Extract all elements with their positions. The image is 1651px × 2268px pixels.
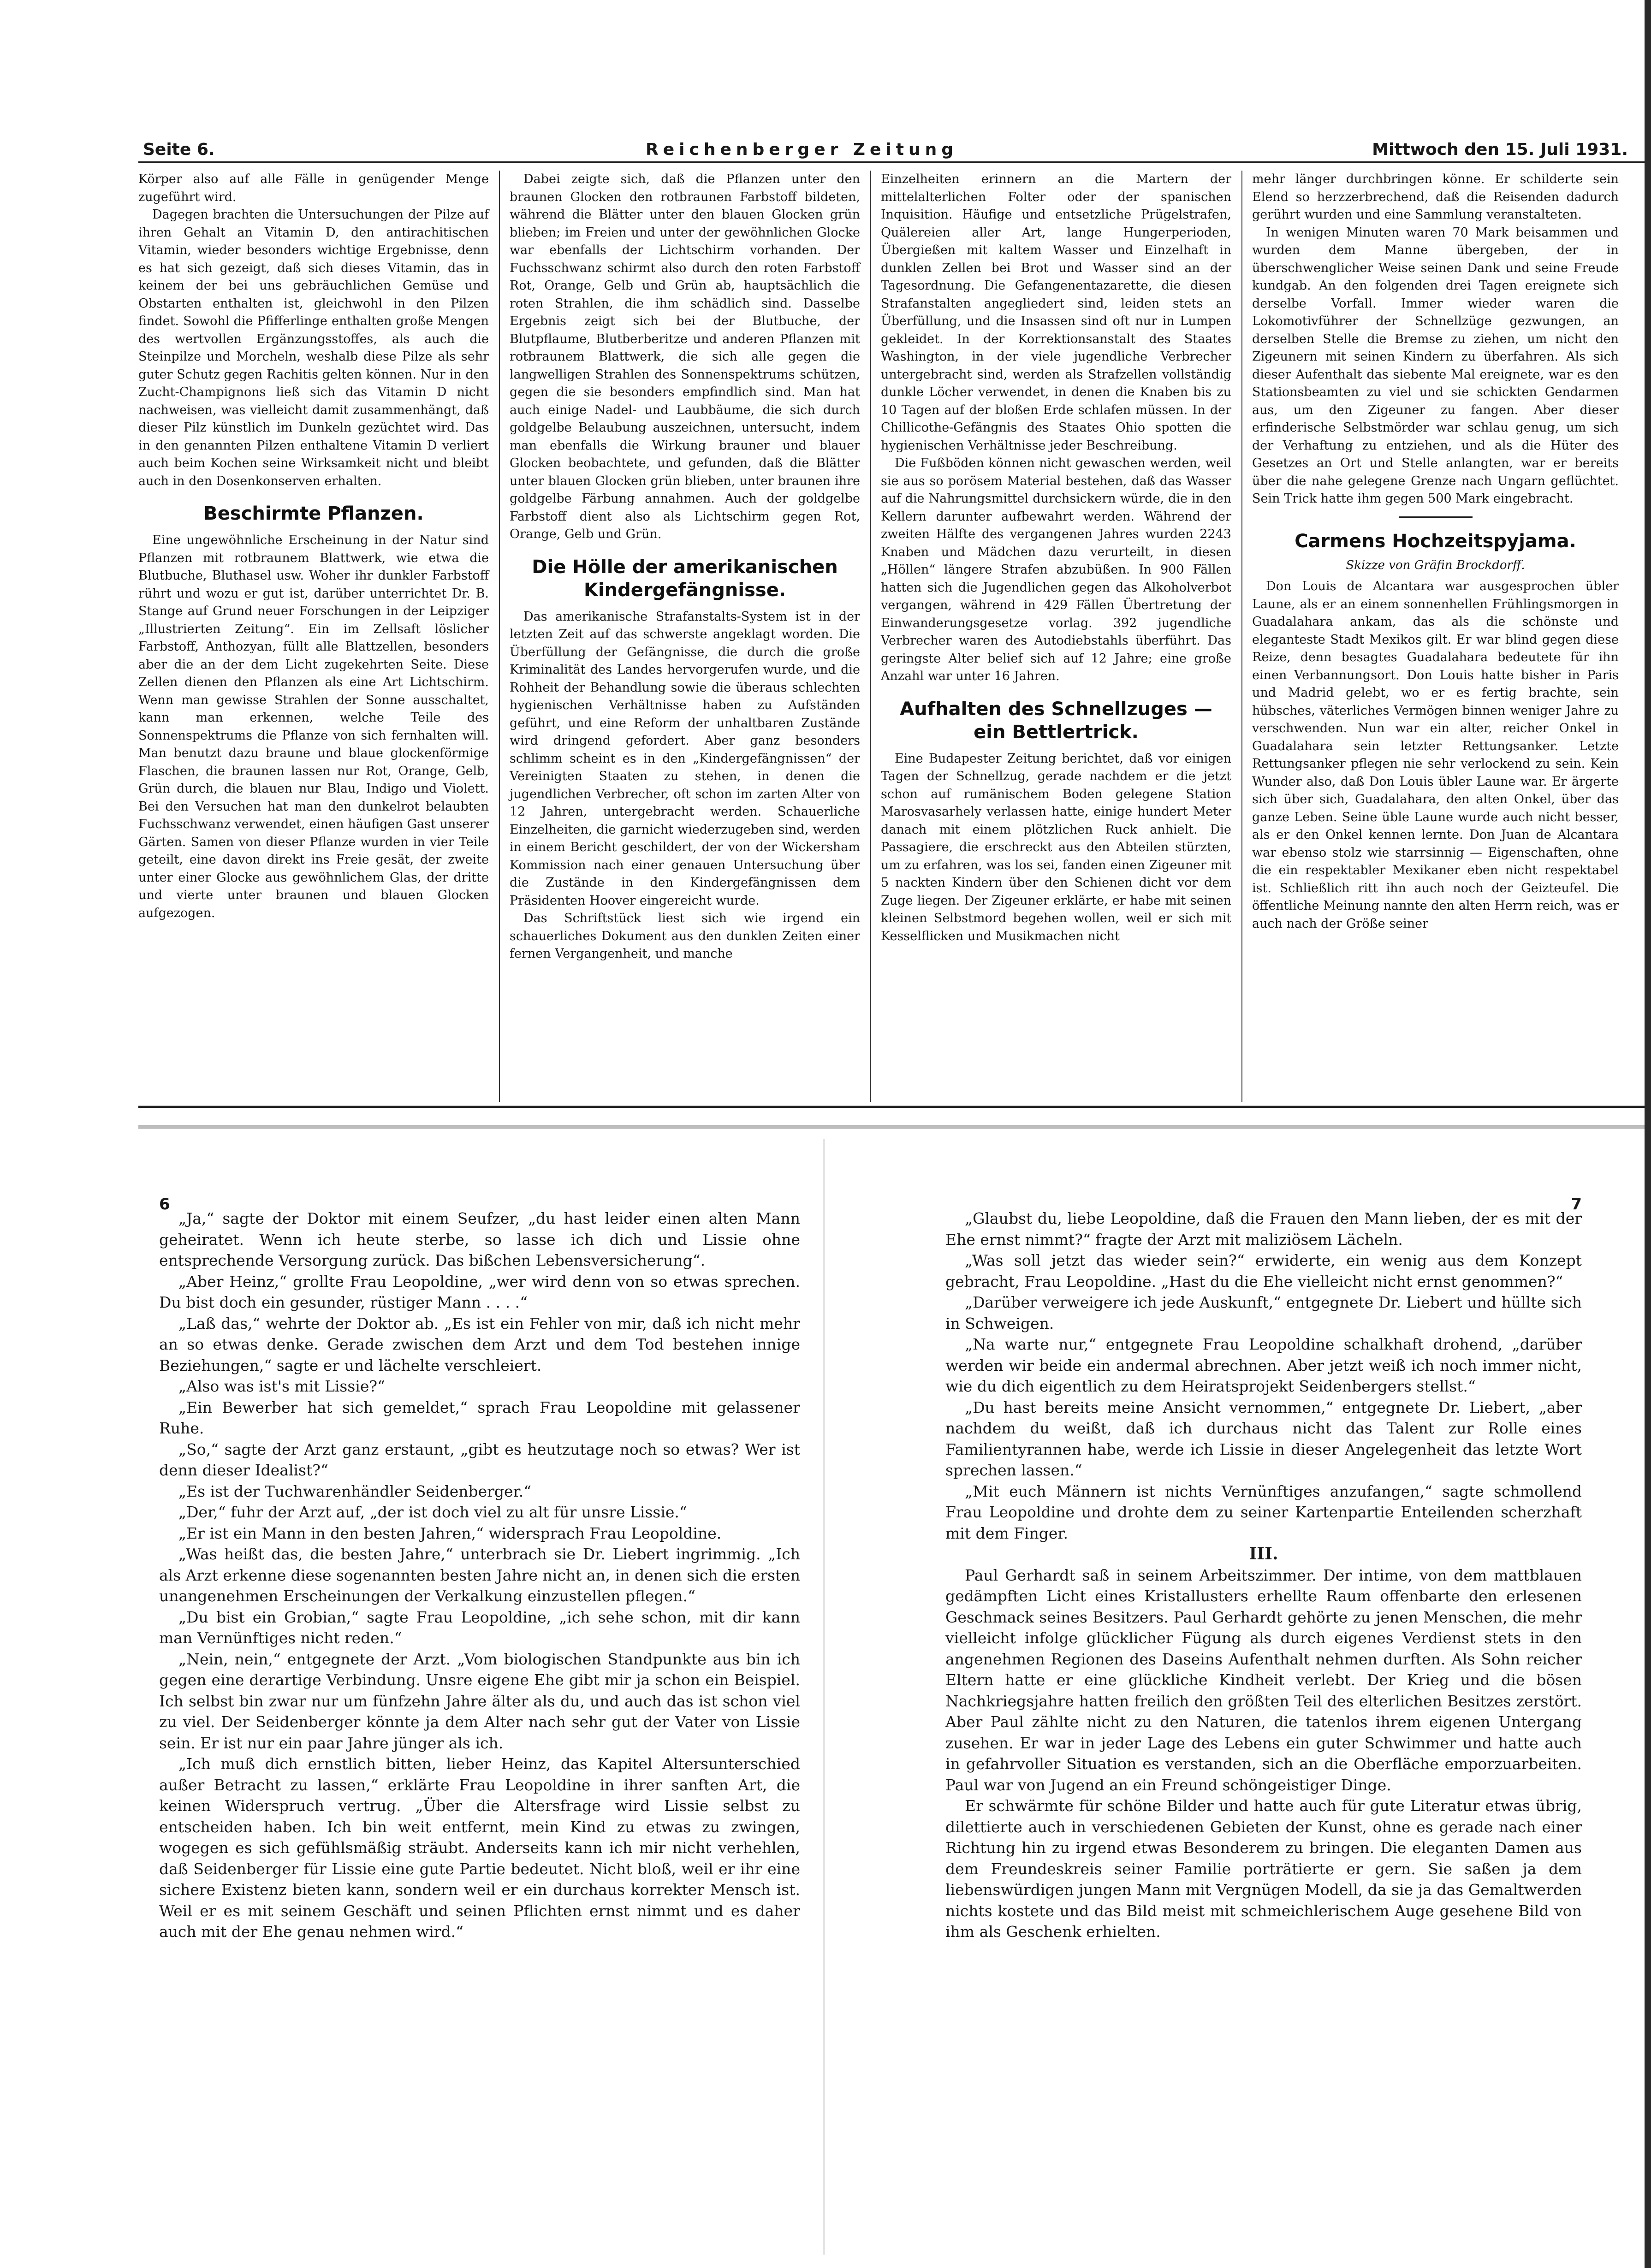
book-page-left — [159, 1195, 800, 2245]
page-number: 6 — [159, 1195, 170, 1214]
paragraph: „Also was ist's mit Lissie?“ — [178, 1377, 385, 1395]
paragraph: „Ein Bewerber hat sich gemeldet,“ sprach Frau Leopoldine mit gelassener Ruhe. — [159, 1398, 800, 1437]
column-divider — [870, 171, 871, 1102]
paragraph: „Der,“ fuhr der Arzt auf, „der ist doch viel zu alt für unsre Lissie.“ — [178, 1503, 687, 1521]
headline-beschirmte-pflanzen: Beschirmte Pflanzen. — [203, 503, 424, 524]
paragraph: Paul Gerhardt saß in seinem Arbeitszimmer. Der intime, von dem mattblauen gedämpften Licht eines Kristallusters erhellte Raum offenbarte den erlesenen Geschmack seines Besitzers. Paul Gerhardt gehörte zu jenen Menschen, die mehr vielleicht infolge glücklicher Fügung als durch eigenes Verdienst stets in den angenehmen Regionen des Daseins Aufenthalt nehmen durften. Als Sohn reicher Eltern hatte er eine glückliche Kindheit verlebt. Der Krieg und die bösen Nachkriegsjahre hatten freilich den größten Teil des elterlichen Besitzes zerstört. Aber Paul zählte nicht zu den Naturen, die tatenlos ihrem eigenen Untergang zusehen. Er war in jeder Lage des Lebens ein guter Schwimmer und hatte auch in gefahrvoller Situation es verstanden, sich an die Oberfläche emporzuarbeiten. Paul war von Jugend an ein Freund schöngeistiger Dinge. — [945, 1566, 1582, 1794]
column-1 — [138, 171, 489, 1102]
paragraph: „Er ist ein Mann in den besten Jahren,“ widersprach Frau Leopoldine. — [178, 1524, 722, 1542]
book-page-right — [945, 1195, 1582, 2245]
page-number: 7 — [1571, 1195, 1582, 1214]
paragraph: „Es ist der Tuchwarenhändler Seidenberger.“ — [178, 1482, 532, 1500]
byline: Skizze von Gräfin Brockdorff. — [1346, 558, 1525, 572]
paragraph: „Laß das,“ wehrte der Doktor ab. „Es ist ein Fehler von mir, daß ich nicht mehr an so etwas denke. Gerade zwischen dem Arzt und dem Tod bestehen innige Beziehungen,“ sagte er und lächelte verschleiert. — [159, 1314, 800, 1374]
headline-schnellzug: Aufhalten des Schnellzuges — ein Bettlertrick. — [900, 698, 1212, 743]
newspaper-page — [138, 134, 1646, 1130]
issue-date: Mittwoch den 15. Juli 1931. — [1372, 140, 1628, 159]
paragraph: „Du bist ein Grobian,“ sagte Frau Leopoldine, „ich sehe schon, mit dir kann man Vernünftiges nicht reden.“ — [159, 1608, 800, 1647]
page-header — [138, 137, 1646, 163]
paragraph: „Mit euch Männern ist nichts Vernünftiges anzufangen,“ sagte schmollend Frau Leopoldine und drohte dem zu seiner Kartenpartie Enteilenden scherzhaft mit dem Finger. — [945, 1482, 1582, 1542]
scan-border — [1645, 0, 1651, 2268]
headline-carmens-hochzeitspyjama: Carmens Hochzeitspyjama. — [1295, 530, 1576, 552]
paragraph: In wenigen Minuten waren 70 Mark beisammen und wurden dem Manne übergeben, der in überschwenglicher Weise seinen Dank und seine Freude kundgab. An den folgenden drei Tagen ereignete sich derselbe Vorfall. Immer wieder waren die Lokomotivführer der Schnellzüge gezwungen, an derselben Stelle die Bremse zu ziehen, um nicht den Zigeunern mit seinen Kindern zu überfahren. Als sich dieser Aufenthalt das siebente Mal ereignete, war es den Stationsbeamten zu viel und sie schickten Gendarmen aus, um den Zigeuner zu fangen. Aber dieser erfinderische Selbstmörder war schlau genug, um sich der Verhaftung zu entziehen, und als die Hüter des Gesetzes an Ort und Stelle anlangten, war er bereits über die nahe gelegene Grenze nach Ungarn geflüchtet. Sein Trick hatte ihm gegen 500 Mark eingebracht. — [1252, 225, 1619, 506]
chapter-heading: III. — [1249, 1544, 1278, 1563]
column-4 — [1252, 171, 1619, 1102]
column-divider — [1241, 171, 1242, 1102]
paragraph: Eine Budapester Zeitung berichtet, daß vor einigen Tagen der Schnellzug, gerade nachdem er die jetzt schon auf rumänischem Boden gelegene Station Marosvasarhely verlassen hatte, einige hundert Meter danach mit einem plötzlichen Ruck anhielt. Die Passagiere, die erschreckt aus den Abteilen stürzten, um zu erfahren, was los sei, fanden einen Zigeuner mit 5 nackten Kindern über den Schienen dicht vor dem Zuge liegen. Der Zigeuner erklärte, er habe mit seinen kleinen Selbstmord begehen wollen, weil er sich mit Kesselflicken und Musikmachen nicht — [881, 751, 1231, 943]
book-fold — [823, 1139, 825, 2255]
page-bottom-rule — [138, 1106, 1646, 1108]
paragraph: „Na warte nur,“ entgegnete Frau Leopoldine schalkhaft drohend, „darüber werden wir beide ein andermal abrechnen. Aber jetzt weiß ich noch immer nicht, wie du dich eigentlich zu dem Heiratsprojekt Seidenbergers stellst.“ — [945, 1335, 1582, 1395]
page-label: Seite 6. — [143, 140, 215, 159]
newspaper-title: Reichenberger Zeitung — [646, 140, 958, 159]
paragraph: Das Schriftstück liest sich wie irgend ein schauerliches Dokument aus den dunklen Zeiten einer fernen Vergangenheit, und manche — [510, 911, 860, 961]
paragraph: Körper also auf alle Fälle in genügender Menge zugeführt wird. — [138, 172, 489, 204]
column-2 — [510, 171, 860, 1102]
article-columns — [138, 171, 1646, 1102]
paragraph: „Nein, nein,“ entgegnete der Arzt. „Vom biologischen Standpunkte aus bin ich gegen eine derartige Verbindung. Unsre eigene Ehe gibt mir ja schon ein Beispiel. Ich selbst bin zwar nur um fünfzehn Jahre älter als du, und auch das ist schon viel zu viel. Der Seidenberger könnte ja dem Alter nach sehr gut der Vater von Lissie sein. Er ist nur ein paar Jahre jünger als ich. — [159, 1650, 800, 1752]
paragraph: „Was heißt das, die besten Jahre,“ unterbrach sie Dr. Liebert ingrimmig. „Ich als Arzt erkenne diese sogenannten besten Jahre nicht an, in denen sich die ersten unangenehmen Erscheinungen der Verkalkung einzustellen pflegen.“ — [159, 1545, 800, 1605]
column-divider — [499, 171, 500, 1102]
paragraph: „Ja,“ sagte der Doktor mit einem Seufzer, „du hast leider einen alten Mann geheiratet. Wenn ich heute sterbe, so lasse ich dich und Lissie ohne entsprechende Versorgung zurück. Das bißchen Lebensversicherung“. — [159, 1209, 800, 1269]
headline-kindergefaengnisse: Die Hölle der amerikanischen Kindergefängnisse. — [532, 556, 838, 601]
column-3 — [881, 171, 1231, 1102]
paragraph: Er schwärmte für schöne Bilder und hatte auch für gute Literatur etwas übrig, dilettierte auch in verschiedenen Gebieten der Kunst, ohne es gerade nach einer Richtung hin zu irgend etwas Besonderem zu bringen. Die eleganten Damen aus dem Freundeskreis seiner Familie porträtierte er gern. Sie saßen ja dem liebenswürdigen jungen Mann mit Vergnügen Modell, da sie ja das Gemaltwerden nichts kostete und das Bild meist mit schmeichlerischem Auge gesehene Bild von ihm als Geschenk erhielten. — [945, 1797, 1582, 1941]
paragraph: Die Fußböden können nicht gewaschen werden, weil sie aus so porösem Material bestehen, daß das Wasser auf die Nahrungsmittel durchsickern würde, die in den Kellern darunter aufbewahrt werden. Während der zweiten Hälfte des vergangenen Jahres wurden 2243 Knaben und Mädchen dazu verurteilt, in diesen „Höllen“ längere Strafen abzubüßen. In 900 Fällen hatten sich die Jugendlichen gegen das Alkoholverbot vergangen, während in 429 Fällen Übertretung der Einwanderungsgesetze vorlag. 392 jugendliche Verbrecher waren des Autodiebstahls überführt. Das geringste Alter belief sich auf 12 Jahre; eine große Anzahl war unter 16 Jahren. — [881, 456, 1231, 683]
section-rule — [1399, 516, 1473, 518]
paragraph: Eine ungewöhnliche Erscheinung in der Natur sind Pflanzen mit rotbraunem Blattwerk, wie etwa die Blutbuche, Bluthasel usw. Woher ihr dunkler Farbstoff rührt und wozu er gut ist, darüber unterrichtet Dr. B. Stange auf Grund neuer Forschungen in der Leipziger „Illustrierten Zeitung“. Ein im Zellsaft löslicher Farbstoff, Anthozyan, füllt alle Blattzellen, besonders aber die an der dem Licht zugekehrten Seite. Diese Zellen dienen den Pflanzen als eine Art Lichtschirm. Wenn man gewisse Strahlen der Sonne ausschaltet, kann man erkennen, welche Teile des Sonnenspektrums die Pflanze von sich fernhalten will. Man benutzt dazu braune und blaue glockenförmige Flaschen, die braunen lassen nur Rot, Orange, Gelb, Grün durch, die blauen nur Blau, Indigo und Violett. Bei den Versuchen hat man den dunkelrot belaubten Fuchsschwanz verwendet, einen häufigen Gast unserer Gärten. Samen von dieser Pflanze wurden in vier Teile geteilt, eine davon direkt ins Freie gesät, der zweite unter einer Glocke aus gewöhnlichem Glas, der dritte und vierte unter braunen und blauen Glocken aufgezogen. — [138, 533, 489, 920]
paragraph: Dagegen brachten die Untersuchungen der Pilze auf ihren Gehalt an Vitamin D, den antirachitischen Vitamin, wieder besonders wichtige Ergebnisse, denn es hat sich gezeigt, daß sich dieses Vitamin, das in keinem der bei uns gebräuchlichen Gemüse und Obstarten enthalten ist, gleichwohl in den Pilzen findet. Sowohl die Pfifferlinge enthalten große Mengen des wertvollen Ergänzungsstoffes, als auch die Steinpilze und Morcheln, weshalb diese Pilze als sehr guter Schutz gegen Rachitis gelten können. Nur in den Zucht-Champignons ließ sich das Vitamin D nicht nachweisen, was vielleicht damit zusammenhängt, daß dieser Pilz künstlich im Dunkeln gezüchtet wird. Das in den genannten Pilzen enthaltene Vitamin D verliert auch beim Kochen seine Wirksamkeit nicht und bleibt auch in den Dosenkonserven erhalten. — [138, 207, 489, 488]
paragraph: Einzelheiten erinnern an die Martern der mittelalterlichen Folter oder der spanischen Inquisition. Häufige und entsetzliche Prügelstrafen, Quälereien aller Art, lange Hungerperioden, Übergießen mit kaltem Wasser und Einzelhaft in dunklen Zellen bei Brot und Wasser sind an der Tagesordnung. Die Gefangenentazarette, die diesen Strafanstalten angegliedert sind, leiden stets an Überfüllung, und die Insassen sind oft nur in Lumpen gekleidet. In der Korrektionsanstalt des Staates Washington, in der viele jugendliche Verbrecher untergebracht sind, werden als Strafzellen vollständig dunkle Löcher verwendet, in denen die Knaben bis zu 10 Tagen auf der bloßen Erde schlafen müssen. In der Chillicothe-Gefängnis des Staates Ohio spotten die hygienischen Verhältnisse jeder Beschreibung. — [881, 172, 1231, 453]
scan-edge — [138, 1125, 1646, 1129]
paragraph: „Du hast bereits meine Ansicht vernommen,“ entgegnete Dr. Liebert, „aber nachdem du weißt, daß ich durchaus nicht das Talent zur Rolle eines Familientyrannen habe, werde ich Lissie in dieser Angelegenheit das letzte Wort sprechen lassen.“ — [945, 1398, 1582, 1479]
paragraph: „Was soll jetzt das wieder sein?“ erwiderte, ein wenig aus dem Konzept gebracht, Frau Leopoldine. „Hast du die Ehe vielleicht nicht ernst genommen?“ — [945, 1251, 1582, 1291]
paragraph: Das amerikanische Strafanstalts-System ist in der letzten Zeit auf das schwerste angeklagt worden. Die Überfüllung der Gefängnisse, die durch die große Kriminalität des Landes hervorgerufen wurde, und die Rohheit der Behandlung sowie die überaus schlechten hygienischen Verhältnisse haben zu Aufständen geführt, und eine Reform der unhaltbaren Zustände wird dringend gefordert. Aber ganz besonders schlimm scheint es in den „Kindergefängnissen“ der Vereinigten Staaten zu stehen, in denen die jugendlichen Verbrecher, oft schon im zarten Alter von 12 Jahren, untergebracht werden. Schauerliche Einzelheiten, die garnicht wiederzugeben sind, werden in einem Bericht geschildert, der von der Wickersham Kommission nach einer genauen Untersuchung über die Zustände in den Kindergefängnissen dem Präsidenten Hoover eingereicht wurde. — [510, 609, 860, 908]
paragraph: Don Louis de Alcantara war ausgesprochen übler Laune, als er an einem sonnenhellen Frühlingsmorgen in Guadalahara ankam, das als die schönste und eleganteste Stadt Mexikos gilt. Er war blind gegen diese Reize, denn besagtes Guadalahara bedeutete für ihn einen Verbannungsort. Don Louis hatte bisher in Paris und Madrid gelebt, wo er es fertig brachte, sein hübsches, väterliches Vermögen binnen weniger Jahre zu verschwenden. Nun war ein alter, reicher Onkel in Guadalahara sein letzter Rettungsanker. Letzte Rettungsanker pflegen nie sehr verlockend zu sein. Kein Wunder also, daß Don Louis übler Laune war. Er ärgerte sich über sich, Guadalahara, den alten Onkel, über das ganze Leben. Seine üble Laune wurde auch nicht besser, als er den Onkel kennen lernte. Don Juan de Alcantara war ebenso stolz wie starrsinnig — Eigenschaften, ohne die ein respektabler Mexikaner eben nicht respektabel ist. Schließlich ritt ihn auch noch der Geizteufel. Die öffentliche Meinung nannte den alten Herrn reich, was er auch nach der Größe seiner — [1252, 579, 1619, 931]
paragraph: „Aber Heinz,“ grollte Frau Leopoldine, „wer wird denn von so etwas sprechen. Du bist doch ein gesunder, rüstiger Mann . . . .“ — [159, 1272, 800, 1311]
paragraph: mehr länger durchbringen könne. Er schilderte sein Elend so herzzerbrechend, daß die Reisenden dadurch gerührt wurden und eine Sammlung veranstalteten. — [1252, 172, 1619, 222]
paragraph: „Darüber verweigere ich jede Auskunft,“ entgegnete Dr. Liebert und hüllte sich in Schweigen. — [945, 1293, 1582, 1332]
paragraph: „Ich muß dich ernstlich bitten, lieber Heinz, das Kapitel Altersunterschied außer Betracht zu lassen,“ erklärte Frau Leopoldine in ihrer sanften Art, die keinen Widerspruch vertrug. „Über die Altersfrage wird Lissie selbst zu entscheiden haben. Ich bin weit entfernt, mein Kind zu etwas zu zwingen, wogegen es sich gefühlsmäßig sträubt. Anderseits kann ich mir nicht verhehlen, daß Seidenberger für Lissie eine gute Partie bedeutet. Nicht bloß, weil er ihr eine sichere Existenz bieten kann, sondern weil er ein durchaus korrekter Mensch ist. Weil er es mit seinem Geschäft und seinen Pflichten ernst nimmt und es daher auch mit der Ehe genau nehmen wird.“ — [159, 1755, 800, 1941]
paragraph: „Glaubst du, liebe Leopoldine, daß die Frauen den Mann lieben, der es mit der Ehe ernst nimmt?“ fragte der Arzt mit maliziösem Lächeln. — [945, 1209, 1582, 1249]
paragraph: „So,“ sagte der Arzt ganz erstaunt, „gibt es heutzutage noch so etwas? Wer ist denn dieser Idealist?“ — [159, 1440, 800, 1479]
paragraph: Dabei zeigte sich, daß die Pflanzen unter den braunen Glocken den rotbraunen Farbstoff bildeten, während die Blätter unter den blauen Glocken grün blieben; im Freien und unter der gewöhnlichen Glocke war ebenfalls der Lichtschirm vorhanden. Der Fuchsschwanz schirmt also durch den roten Farbstoff Rot, Orange, Gelb und Grün ab, hauptsächlich die roten Strahlen, die ihm schädlich sind. Dasselbe Ergebnis zeigt sich bei der Blutbuche, der Blutpflaume, Blutberberitze und anderen Pflanzen mit rotbraunem Blattwerk, die sich alle gegen die langwelligen Strahlen des Sonnenspektrums schützen, gegen die sie besonders empfindlich sind. Man hat auch einige Nadel- und Laubbäume, die sich durch goldgelbe Belaubung auszeichnen, untersucht, indem man ebenfalls die Wirkung brauner und blauer Glocken beobachtete, und gefunden, daß die Blätter unter blauen Glocken grün blieben, unter braunen ihre goldgelbe Färbung annahmen. Auch der goldgelbe Farbstoff dient also als Lichtschirm gegen Rot, Orange, Gelb und Grün. — [510, 172, 860, 541]
